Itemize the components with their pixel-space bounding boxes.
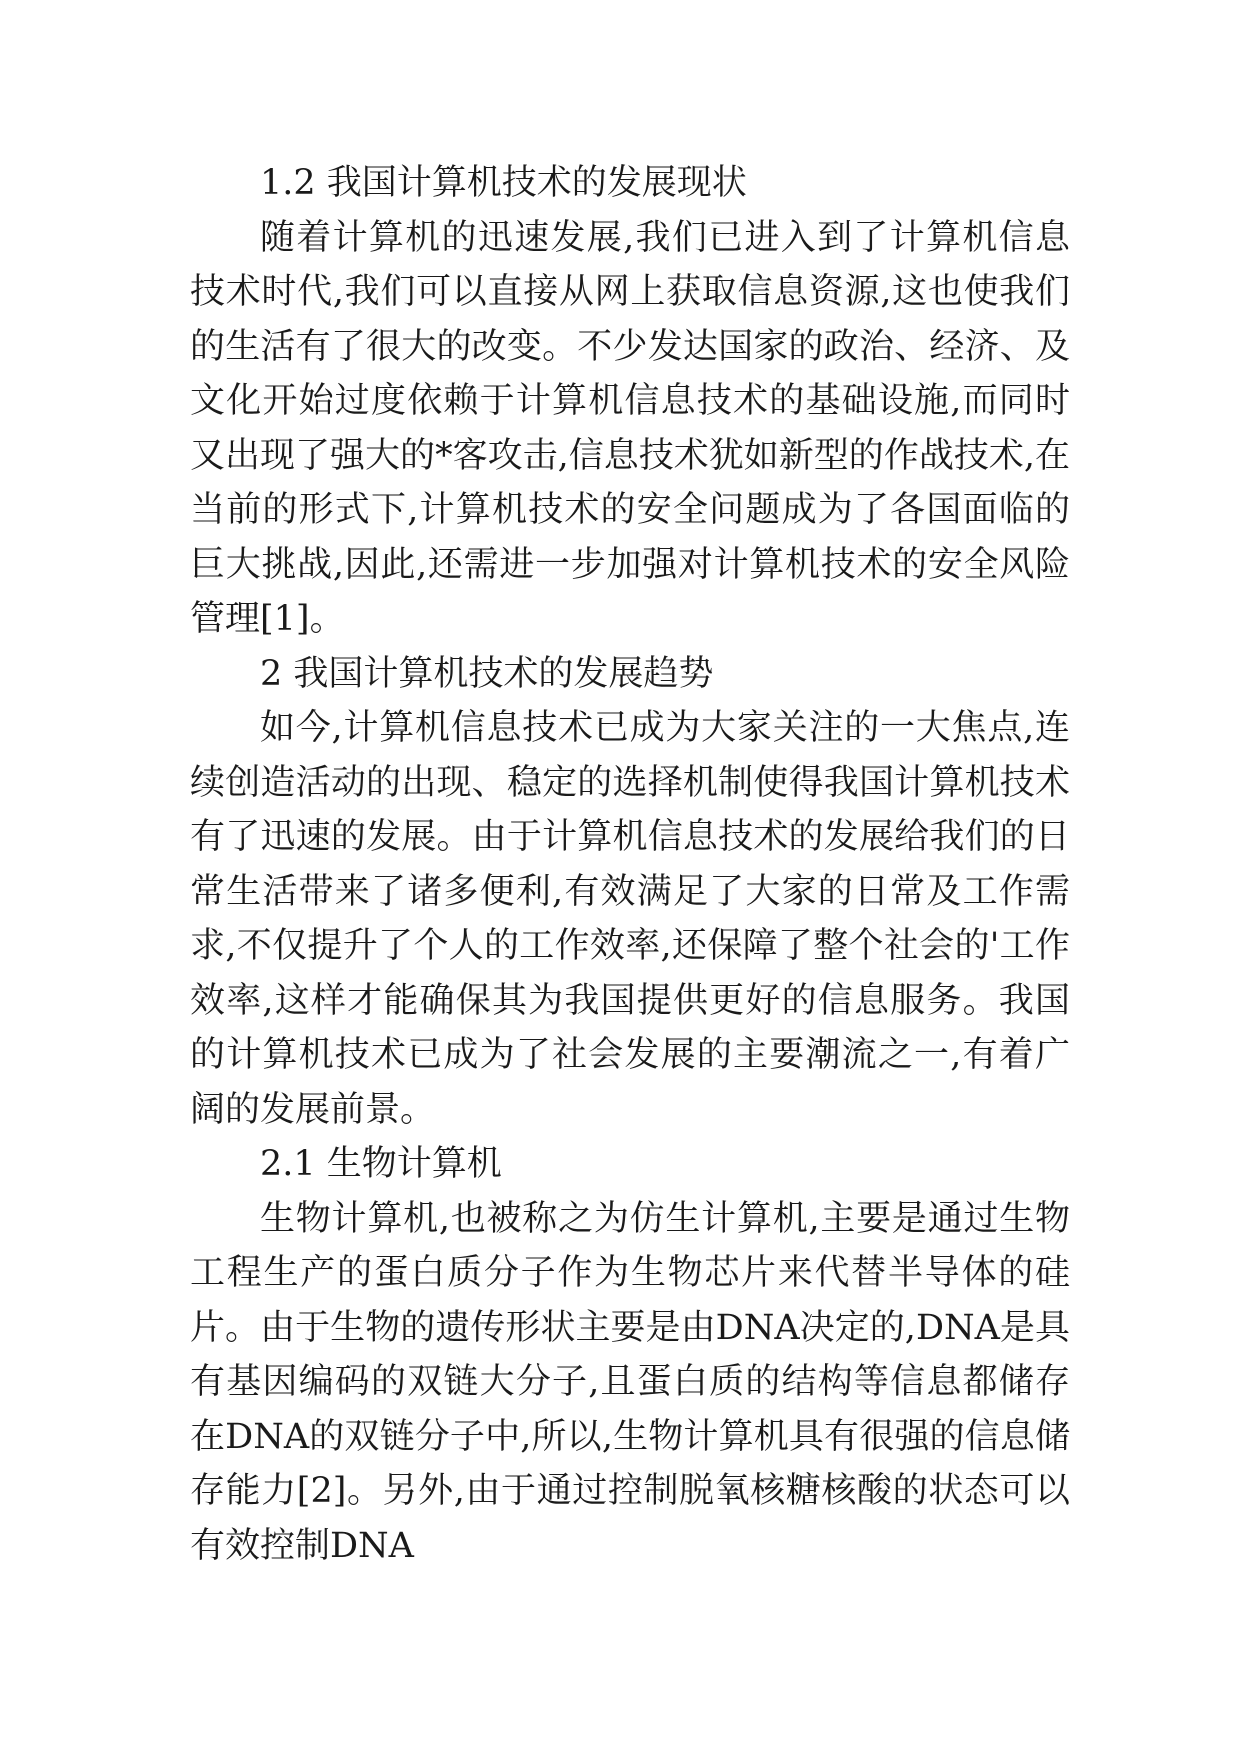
paragraph-2-1-body: 生物计算机,也被称之为仿生计算机,主要是通过生物工程生产的蛋白质分子作为生物芯片来代替半导体的硅片。由于生物的遗传形状主要是由DNA决定的,DNA是具有基因编码的双链大分子,且蛋白质的结构等信息都储存在DNA的双链分子中,所以,生物计算机具有很强的信息储存能力[2]。另外,由于通过控制脱氧核糖核酸的状态可以有效控制DNA — [190, 1198, 1070, 1566]
paragraph-1-2-body: 随着计算机的迅速发展,我们已进入到了计算机信息技术时代,我们可以直接从网上获取信息资源,这也使我们的生活有了很大的改变。不少发达国家的政治、经济、及文化开始过度依赖于计算机信息技术的基础设施,而同时又出现了强大的*客攻击,信息技术犹如新型的作战技术,在当前的形式下,计算机技术的安全问题成为了各国面临的巨大挑战,因此,还需进一步加强对计算机技术的安全风险管理[1]。 — [190, 217, 1070, 639]
section-heading-2-1: 2.1 生物计算机 — [260, 1144, 502, 1184]
section-heading-2: 2 我国计算机技术的发展趋势 — [260, 653, 714, 694]
document-body — [190, 156, 1070, 1573]
section-heading-1-2: 1.2 我国计算机技术的发展现状 — [260, 163, 747, 203]
paragraph-2-body: 如今,计算机信息技术已成为大家关注的一大焦点,连续创造活动的出现、稳定的选择机制使得我国计算机技术有了迅速的发展。由于计算机信息技术的发展给我们的日常生活带来了诸多便利,有效满足了大家的日常及工作需求,不仅提升了个人的工作效率,还保障了整个社会的'工作效率,这样才能确保其为我国提供更好的信息服务。我国的计算机技术已成为了社会发展的主要潮流之一,有着广阔的发展前景。 — [190, 708, 1070, 1130]
